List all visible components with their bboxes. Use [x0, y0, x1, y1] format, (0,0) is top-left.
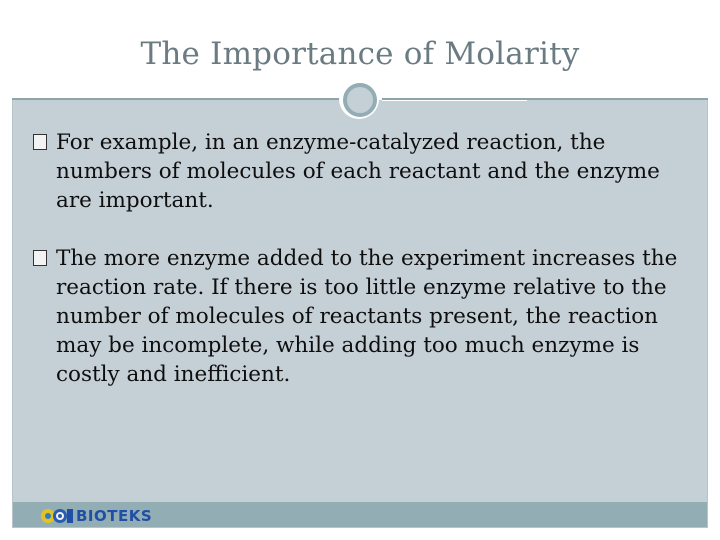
- bioteks-emblem-icon: [40, 505, 74, 527]
- bullet-list: [33, 128, 698, 418]
- bullet-item: [33, 128, 698, 215]
- bullet-text: For example, in an enzyme-catalyzed reaction, the numbers of molecules of each reactant and the enzyme are important.: [56, 130, 660, 213]
- bullet-marker-icon: [33, 250, 47, 266]
- logo-wordmark: BIOTEKS: [76, 507, 153, 525]
- bullet-marker-icon: [33, 134, 47, 150]
- bullet-item: [33, 244, 698, 389]
- title-divider-highlight: [382, 100, 527, 101]
- divider-ring-ornament: [339, 79, 379, 119]
- title-divider-left: [12, 98, 342, 100]
- bioteks-logo: [40, 505, 153, 527]
- slide-title: The Importance of Molarity: [140, 36, 580, 72]
- bullet-text: The more enzyme added to the experiment increases the reaction rate. If there is too little enzyme relative to the number of molecules of reactants present, the reaction may be incomplete, while adding too much enzyme is costly and inefficient.: [56, 246, 678, 387]
